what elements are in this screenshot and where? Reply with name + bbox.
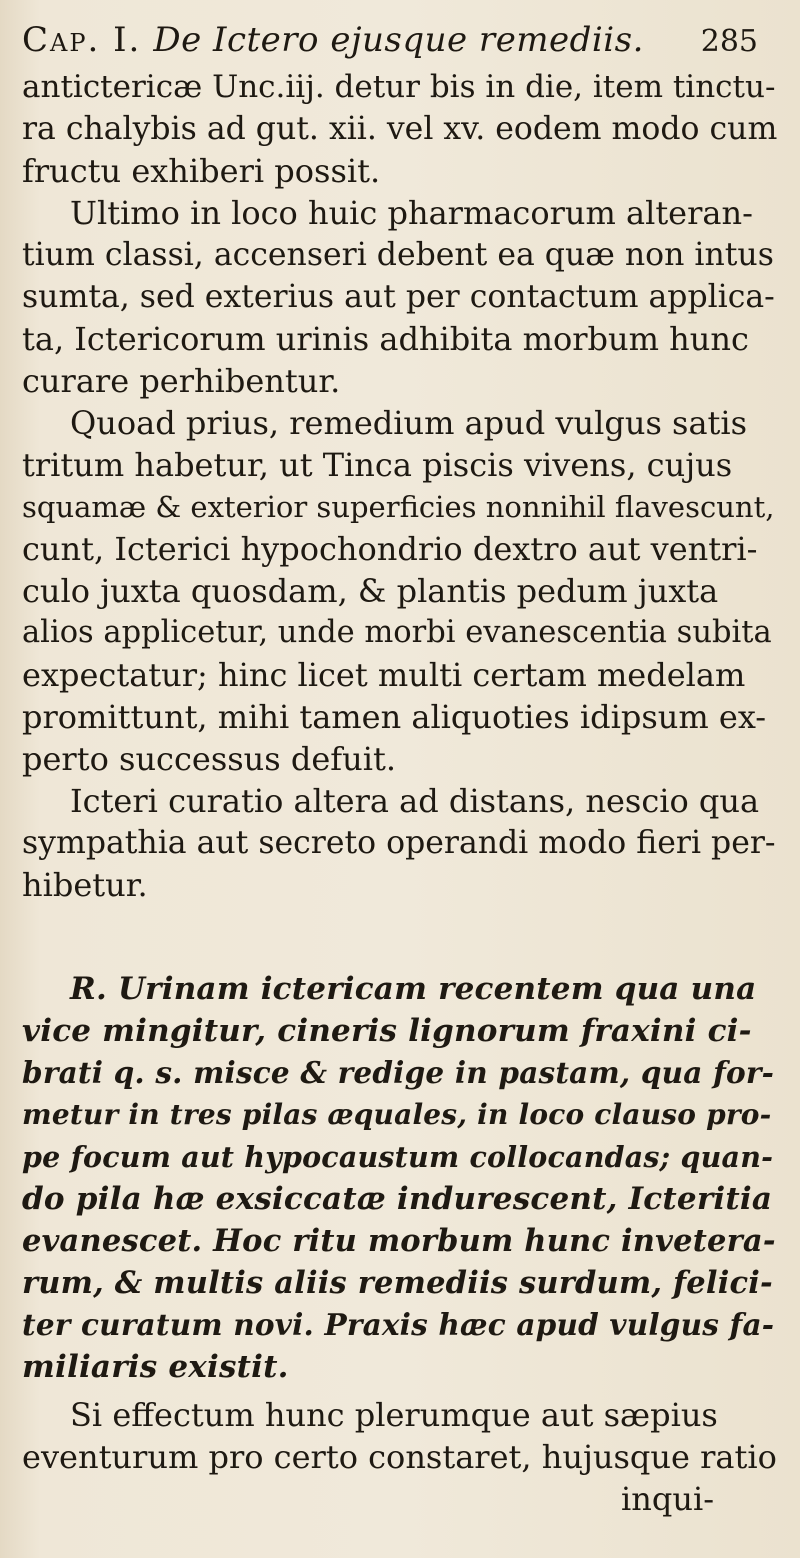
- text-line: expectatur; hinc licet multi certam medelam: [22, 656, 746, 694]
- text-line: alios applicetur, unde morbi evanescentia subita: [22, 615, 772, 650]
- text-line: tium classi, accenseri debent ea quæ non intus: [22, 237, 774, 273]
- text-line: Icteri curatio altera ad distans, nescio qua: [70, 782, 760, 820]
- text-line: ra chalybis ad gut. xii. vel xv. eodem modo cum: [22, 111, 778, 147]
- text-line: tritum habetur, ut Tinca piscis vivens, cujus: [22, 446, 733, 484]
- page-number: 285: [700, 24, 758, 59]
- text-line: Si effectum hunc plerumque aut sæpius: [70, 1396, 718, 1434]
- text-line: perto successus defuit.: [22, 740, 397, 778]
- recipe-line: R. Urinam ictericam recentem qua una: [70, 971, 757, 1007]
- chapter-label: Cap. I.: [22, 20, 142, 60]
- text-line: promittunt, mihi tamen aliquoties idipsum ex-: [22, 698, 767, 736]
- text-line: hibetur.: [22, 866, 148, 904]
- paragraph-5: [22, 1394, 782, 1520]
- paragraph-2: [22, 192, 782, 402]
- recipe-line: brati q. s. misce & redige in pastam, qua for-: [22, 1055, 775, 1090]
- recipe-line: rum, & multis aliis remediis surdum, felici-: [22, 1265, 773, 1301]
- recipe-line: evanescet. Hoc ritu morbum hunc invetera-: [22, 1223, 776, 1259]
- running-head: [22, 14, 782, 66]
- text-line: cunt, Icterici hypochondrio dextro aut ventri-: [22, 530, 758, 568]
- text-line: ta, Ictericorum urinis adhibita morbum hunc: [22, 320, 749, 358]
- text-line: fructu exhiberi possit.: [22, 152, 381, 190]
- text-line: Quoad prius, remedium apud vulgus satis: [70, 404, 748, 442]
- paragraph-4: [22, 780, 782, 906]
- text-line: squamæ & exterior superficies nonnihil flavescunt,: [22, 490, 775, 524]
- recipe-line: metur in tres pilas æquales, in loco clauso pro-: [22, 1098, 772, 1131]
- text-line: curare perhibentur.: [22, 362, 341, 400]
- recipe-line: vice mingitur, cineris lignorum fraxini ci-: [22, 1013, 752, 1049]
- text-line: sympathia aut secreto operandi modo fieri per-: [22, 825, 776, 861]
- book-page: [22, 14, 782, 1520]
- text-line: antictericæ Unc.iij. detur bis in die, item tinctu-: [22, 69, 776, 105]
- text-line: eventurum pro certo constaret, hujusque ratio: [22, 1438, 777, 1476]
- text-line: culo juxta quosdam, & plantis pedum juxta: [22, 572, 719, 610]
- section-gap: [22, 906, 782, 968]
- recipe-line: do pila hæ exsiccatæ indurescent, Icteritia: [22, 1181, 773, 1217]
- catchword: inqui-: [621, 1480, 714, 1518]
- recipe-line: miliaris existit.: [22, 1349, 289, 1385]
- text-line: Ultimo in loco huic pharmacorum alteran-: [70, 194, 753, 232]
- paragraph-1: [22, 66, 782, 192]
- recipe-line: ter curatum novi. Praxis hæc apud vulgus fa-: [22, 1307, 775, 1342]
- paragraph-3: [22, 402, 782, 780]
- chapter-title: De Ictero ejusque remediis.: [153, 20, 644, 60]
- text-line: sumta, sed exterius aut per contactum applica-: [22, 279, 775, 315]
- recipe-block: [22, 968, 782, 1388]
- recipe-line: pe focum aut hypocaustum collocandas; quan-: [22, 1140, 774, 1174]
